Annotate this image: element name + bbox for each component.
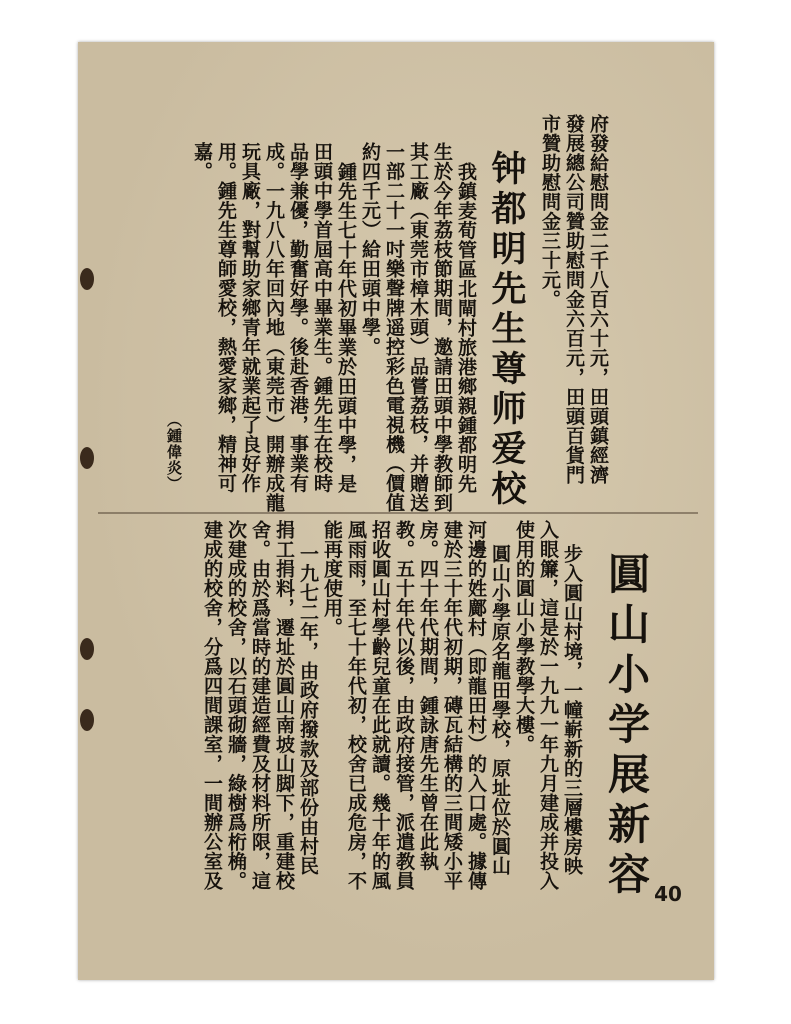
article2-col-14: 舍。由於爲當時的建造經費及材料所限，這 [249, 520, 271, 891]
article1-col-10: 玩具廠，對幫助家鄉青年就業起了良好作 [239, 142, 261, 493]
article2-col-2: 入眼簾，這是於一九九一年九月建成并投入 [537, 520, 559, 891]
article2-col-1: 步入圓山村境，一幢嶄新的三層樓房映 [561, 544, 583, 876]
article2-col-9: 招收圓山村學齡兒童在此就讀。幾十年的風 [369, 520, 391, 891]
article1-col-12: 嘉。 [191, 142, 213, 181]
article1-col-4: 一部二十一吋樂聲牌遥控彩色電視機（價值 [383, 142, 405, 513]
article2-col-6: 建於三十年代初期，磚瓦結構的三間矮小平 [441, 520, 463, 891]
binding-hole [80, 447, 94, 469]
article1-col-9: 成。一九八八年回內地（東莞市）開辦成龍 [263, 142, 285, 513]
top-text-col-2: 發展總公司贊助慰問金六百元，田頭百貨門 [563, 114, 585, 485]
article2-col-11: 能再度使用。 [321, 520, 343, 637]
binding-hole [80, 709, 94, 731]
top-text-col-3: 市贊助慰問金三十元。 [539, 114, 561, 309]
article2-col-16: 建成的校舍，分爲四間課室，一間辦公室及 [201, 520, 223, 891]
article2-col-7: 房。四十年代期間，鍾詠唐先生曾在此執 [417, 520, 439, 871]
binding-hole [80, 638, 94, 660]
article1-col-8: 品學兼優，勤奮好學。後赴香港，事業有 [287, 142, 309, 493]
article2-col-3: 使用的圓山小學教學大樓。 [513, 520, 535, 754]
page-number: 40 [654, 882, 682, 906]
article1-col-7: 田頭中學首屆高中畢業生。鍾先生在校時 [311, 142, 333, 493]
binding-hole [80, 268, 94, 290]
article1-col-3: 其工廠（東莞市樟木頭）品嘗荔枝，并贈送 [407, 142, 429, 513]
book-page [78, 42, 714, 980]
article2-col-12: 一九七二年，由政府撥款及部份由村民 [297, 544, 319, 876]
top-text-col-1: 府發給慰問金二千八百六十元，田頭鎮經濟 [587, 114, 609, 485]
section-divider [98, 512, 698, 514]
article1-col-6: 鍾先生七十年代初畢業於田頭中學，是 [335, 162, 357, 494]
article1-signature: （鍾偉炎） [165, 412, 183, 492]
article1-col-11: 用。鍾先生尊師愛校，熱愛家鄉，精神可 [215, 142, 237, 493]
article2-col-15: 次建成的校舍，以石頭砌牆，綠樹爲桁桷。 [225, 520, 247, 891]
article2-col-8: 教。五十年代以後，由政府接管，派遣教員 [393, 520, 415, 891]
article2-col-4: 圓山小學原名龍田學校，原址位於圓山 [489, 544, 511, 876]
article2-col-13: 捐工捐料，遷址於圓山南坡山脚下，重建校 [273, 520, 295, 891]
article1-col-2: 生於今年荔枝節期間，邀請田頭中學教師到 [431, 142, 453, 513]
article2-col-10: 風雨雨，至七十年代初，校舍已成危房，不 [345, 520, 367, 891]
article1-title: 钟都明先生尊师爱校 [486, 150, 527, 510]
article2-title: 圓山小学展新容 [602, 552, 651, 902]
article1-col-5: 約四千元）給田頭中學。 [359, 142, 381, 357]
article2-col-5: 河邊的姓鄺村（即龍田村）的入口處。據傳 [465, 520, 487, 891]
article1-col-1: 我鎮麦荀管區北閘村旅港鄉親鍾都明先 [455, 162, 477, 494]
